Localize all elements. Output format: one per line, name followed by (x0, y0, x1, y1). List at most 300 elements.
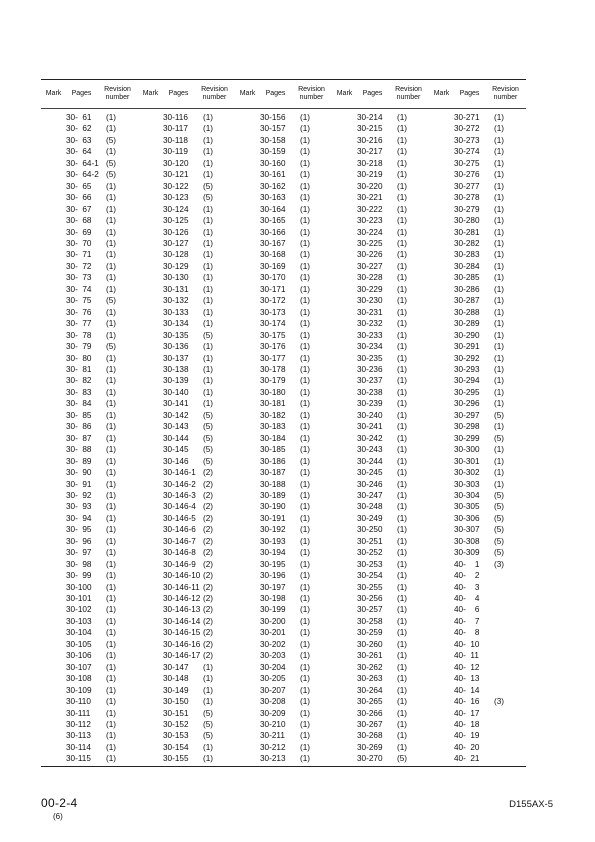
mark-cell (429, 387, 454, 398)
revision-cell: (1) (106, 261, 117, 271)
page-cell: 30-207 (260, 685, 286, 695)
revision-cell: (1) (203, 158, 214, 168)
page-cell: 30-165 (260, 216, 286, 226)
revision-cell: (1) (397, 674, 408, 684)
mark-cell (332, 593, 357, 604)
page-cell: 30-203 (260, 651, 286, 661)
mark-cell (235, 318, 260, 329)
table-row (41, 169, 138, 180)
page-cell: 30- 81 (66, 364, 92, 374)
table-row (41, 272, 138, 283)
mark-cell (41, 387, 66, 398)
table-row (332, 387, 429, 398)
page-cell: 30- 86 (66, 422, 92, 432)
revision-cell: (1) (300, 433, 311, 443)
revision-cell: (2) (203, 536, 214, 546)
mark-cell (332, 467, 357, 478)
table-row (41, 662, 138, 673)
mark-cell (138, 181, 163, 192)
page-cell: 30- 93 (66, 502, 92, 512)
table-row (235, 696, 332, 707)
table-row (138, 192, 235, 203)
header-revision: Revision number (395, 85, 422, 101)
mark-cell (332, 730, 357, 741)
page-cell: 30- 79 (66, 342, 92, 352)
table-row (429, 433, 526, 444)
revision-cell: (1) (203, 399, 214, 409)
revision-cell: (1) (300, 628, 311, 638)
page-cell: 30- 87 (66, 433, 92, 443)
page-cell: 40- 21 (454, 754, 480, 764)
table-row (235, 719, 332, 730)
table-row (41, 559, 138, 570)
table-row (41, 708, 138, 719)
page-cell: 40- 6 (454, 605, 480, 615)
table-row (41, 295, 138, 306)
revision-cell: (1) (106, 147, 117, 157)
mark-cell (41, 215, 66, 226)
page-cell: 30-215 (357, 124, 383, 134)
table-row (41, 650, 138, 661)
mark-cell (332, 742, 357, 753)
page-cell: 30-204 (260, 662, 286, 672)
page-cell: 30-298 (454, 422, 480, 432)
mark-cell (138, 616, 163, 627)
mark-cell (41, 330, 66, 341)
mark-cell (235, 330, 260, 341)
page-cell: 30-274 (454, 147, 480, 157)
table-row (235, 204, 332, 215)
table-row (235, 169, 332, 180)
table-row (429, 227, 526, 238)
page-cell: 30-222 (357, 204, 383, 214)
page-cell: 30-180 (260, 387, 286, 397)
revision-cell: (1) (300, 387, 311, 397)
page-cell: 30-160 (260, 158, 286, 168)
table-column (332, 112, 429, 765)
revision-cell: (1) (106, 548, 117, 558)
page-cell: 30-194 (260, 548, 286, 558)
table-row (138, 513, 235, 524)
revision-cell (494, 685, 514, 696)
revision-cell (494, 570, 514, 581)
revision-cell: (1) (494, 399, 505, 409)
revision-cell: (1) (397, 387, 408, 397)
revision-cell: (1) (203, 342, 214, 352)
table-row (429, 295, 526, 306)
mark-cell (429, 719, 454, 730)
revision-cell: (1) (106, 731, 117, 741)
page-cell: 30-101 (66, 594, 92, 604)
revision-cell: (5) (203, 181, 214, 191)
table-row (332, 227, 429, 238)
header-mark: Mark (336, 89, 353, 97)
page-cell: 30-287 (454, 296, 480, 306)
revision-cell: (2) (203, 639, 214, 649)
revision-cell: (1) (397, 227, 408, 237)
table-row (138, 639, 235, 650)
page-cell: 30-146-17 (163, 651, 201, 661)
table-row (41, 742, 138, 753)
revision-cell: (1) (397, 238, 408, 248)
table-row (429, 341, 526, 352)
table-row (138, 398, 235, 409)
table-row (138, 249, 235, 260)
mark-cell (138, 627, 163, 638)
mark-cell (429, 123, 454, 134)
revision-cell: (1) (106, 216, 117, 226)
table-row (429, 650, 526, 661)
revision-cell: (1) (106, 456, 117, 466)
table-row (138, 570, 235, 581)
page-cell: 30- 98 (66, 559, 92, 569)
table-row (429, 753, 526, 764)
mark-cell (235, 410, 260, 421)
mark-cell (429, 570, 454, 581)
mark-cell (41, 627, 66, 638)
page-cell: 30-113 (66, 731, 91, 741)
revision-cell: (1) (300, 582, 311, 592)
revision-cell: (1) (397, 261, 408, 271)
table-row (332, 204, 429, 215)
table-row (429, 272, 526, 283)
page-cell: 30-120 (163, 158, 189, 168)
revision-cell: (1) (300, 720, 311, 730)
revision-cell: (1) (494, 273, 505, 283)
revision-cell: (5) (494, 502, 505, 512)
table-row (235, 513, 332, 524)
table-row (138, 135, 235, 146)
revision-cell: (1) (106, 364, 117, 374)
mark-cell (41, 753, 66, 764)
revision-cell (494, 639, 514, 650)
page-cell: 30-179 (260, 376, 286, 386)
page-cell: 30-309 (454, 548, 480, 558)
page-cell: 30-239 (357, 399, 383, 409)
page-cell: 30-177 (260, 353, 286, 363)
table-row (138, 708, 235, 719)
mark-cell (138, 536, 163, 547)
table-row (41, 616, 138, 627)
header-revision: Revision number (492, 85, 519, 101)
mark-cell (41, 307, 66, 318)
mark-cell (332, 719, 357, 730)
page-cell: 30-259 (357, 628, 383, 638)
revision-cell: (1) (203, 273, 214, 283)
mark-cell (138, 123, 163, 134)
table-row (235, 708, 332, 719)
table-body (41, 109, 526, 765)
mark-cell (332, 559, 357, 570)
revision-cell: (1) (494, 170, 505, 180)
mark-cell (41, 272, 66, 283)
revision-cell: (5) (494, 410, 505, 420)
revision-cell: (1) (397, 399, 408, 409)
mark-cell (41, 456, 66, 467)
mark-cell (41, 730, 66, 741)
page-cell: 30-288 (454, 307, 480, 317)
mark-cell (429, 639, 454, 650)
revision-cell: (1) (494, 181, 505, 191)
revision-cell: (1) (300, 135, 311, 145)
revision-cell: (1) (106, 330, 117, 340)
mark-cell (429, 353, 454, 364)
page-cell: 30-154 (163, 742, 189, 752)
page-cell: 30-282 (454, 238, 480, 248)
page-cell: 30-264 (357, 685, 383, 695)
page-cell: 30-175 (260, 330, 286, 340)
revision-cell: (1) (203, 124, 214, 134)
mark-cell (332, 708, 357, 719)
table-row (332, 719, 429, 730)
mark-cell (429, 238, 454, 249)
revision-cell: (1) (494, 296, 505, 306)
page-cell: 30-146-12 (163, 594, 201, 604)
table-row (41, 604, 138, 615)
page-cell: 30-268 (357, 731, 383, 741)
page-cell: 30-129 (163, 261, 189, 271)
table-row (235, 582, 332, 593)
revision-cell: (1) (106, 273, 117, 283)
mark-cell (332, 112, 357, 123)
revision-cell: (5) (494, 536, 505, 546)
table-row (138, 353, 235, 364)
table-row (41, 146, 138, 157)
revision-cell: (3) (494, 697, 505, 707)
mark-cell (235, 364, 260, 375)
revision-cell: (1) (106, 708, 117, 718)
mark-cell (41, 593, 66, 604)
page-cell: 40- 11 (454, 651, 479, 661)
table-row (138, 146, 235, 157)
mark-cell (429, 215, 454, 226)
table-row (138, 627, 235, 638)
mark-cell (138, 112, 163, 123)
revision-cell: (1) (494, 353, 505, 363)
mark-cell (429, 375, 454, 386)
page-cell: 40- 18 (454, 720, 480, 730)
page-cell: 30-133 (163, 307, 189, 317)
table-row (332, 753, 429, 764)
revision-cell: (1) (397, 284, 408, 294)
mark-cell (138, 353, 163, 364)
page-cell: 30- 67 (66, 204, 92, 214)
page-code: 00-2-4 (41, 796, 78, 810)
mark-cell (138, 284, 163, 295)
table-row (41, 192, 138, 203)
table-row (235, 307, 332, 318)
page-cell: 30- 88 (66, 445, 92, 455)
table-row (235, 753, 332, 764)
mark-cell (429, 398, 454, 409)
table-row (138, 490, 235, 501)
table-row (332, 364, 429, 375)
page-cell: 30-252 (357, 548, 383, 558)
mark-cell (429, 627, 454, 638)
revision-cell: (1) (397, 193, 408, 203)
revision-cell (494, 627, 514, 638)
page-cell: 30-232 (357, 319, 383, 329)
mark-cell (235, 742, 260, 753)
table-row (138, 364, 235, 375)
mark-cell (332, 135, 357, 146)
page-cell: 30-202 (260, 639, 286, 649)
table-row (235, 570, 332, 581)
header-mark: Mark (142, 89, 159, 97)
mark-cell (138, 433, 163, 444)
mark-cell (138, 582, 163, 593)
revision-cell: (1) (397, 720, 408, 730)
table-row (332, 112, 429, 123)
page-cell: 30-248 (357, 502, 383, 512)
mark-cell (429, 330, 454, 341)
page-cell: 30- 94 (66, 513, 92, 523)
mark-cell (41, 364, 66, 375)
page-cell: 30- 99 (66, 571, 92, 581)
mark-cell (41, 501, 66, 512)
page-cell: 30-146-4 (163, 502, 196, 512)
page-cell: 40- 19 (454, 731, 480, 741)
revision-cell: (5) (494, 513, 505, 523)
mark-cell (429, 135, 454, 146)
table-row (41, 341, 138, 352)
page-cell: 30-272 (454, 124, 480, 134)
revision-cell: (1) (300, 731, 311, 741)
revision-cell: (5) (203, 731, 214, 741)
mark-cell (138, 272, 163, 283)
table-row (138, 204, 235, 215)
page-cell: 30-108 (66, 674, 92, 684)
header-group (429, 80, 526, 108)
table-row (332, 398, 429, 409)
revision-cell (494, 753, 514, 764)
page-cell: 40- 1 (454, 559, 480, 569)
mark-cell (41, 353, 66, 364)
revision-cell: (2) (203, 559, 214, 569)
mark-cell (235, 524, 260, 535)
revision-cell: (1) (106, 193, 117, 203)
mark-cell (429, 604, 454, 615)
table-row (332, 123, 429, 134)
revision-cell: (1) (397, 158, 408, 168)
table-row (41, 524, 138, 535)
revision-cell: (1) (494, 147, 505, 157)
revision-cell: (1) (106, 628, 117, 638)
revision-cell (494, 708, 514, 719)
table-row (332, 639, 429, 650)
revision-cell: (1) (494, 250, 505, 260)
revision-cell: (1) (203, 674, 214, 684)
revision-cell: (1) (203, 238, 214, 248)
mark-cell (138, 547, 163, 558)
page-cell: 30-128 (163, 250, 189, 260)
revision-cell: (1) (300, 548, 311, 558)
mark-cell (235, 398, 260, 409)
page-cell: 30-299 (454, 433, 480, 443)
table-row (429, 742, 526, 753)
revision-cell: (5) (203, 720, 214, 730)
page-cell: 30-208 (260, 697, 286, 707)
mark-cell (235, 456, 260, 467)
table-row (41, 204, 138, 215)
table-row (235, 536, 332, 547)
revision-cell: (1) (494, 124, 505, 134)
table-row (332, 467, 429, 478)
mark-cell (332, 375, 357, 386)
page-cell: 30-153 (163, 731, 189, 741)
mark-cell (429, 685, 454, 696)
table-row (332, 685, 429, 696)
mark-cell (235, 295, 260, 306)
page-cell: 30-143 (163, 422, 189, 432)
mark-cell (138, 261, 163, 272)
table-row (138, 307, 235, 318)
page-cell: 30-127 (163, 238, 189, 248)
revision-cell: (1) (397, 513, 408, 523)
table-row (41, 685, 138, 696)
page-cell: 30-273 (454, 135, 480, 145)
mark-cell (235, 284, 260, 295)
revision-cell: (1) (494, 135, 505, 145)
revision-cell: (1) (106, 571, 117, 581)
revision-cell: (1) (203, 204, 214, 214)
table-row (138, 215, 235, 226)
page-cell: 30-117 (163, 124, 188, 134)
table-row (41, 112, 138, 123)
mark-cell (235, 490, 260, 501)
revision-cell: (1) (300, 479, 311, 489)
page-cell: 30- 64-2 (66, 170, 99, 180)
mark-cell (429, 547, 454, 558)
mark-cell (138, 387, 163, 398)
page-cell: 30-104 (66, 628, 92, 638)
page-cell: 30-231 (357, 307, 383, 317)
revision-cell: (1) (397, 502, 408, 512)
table-row (235, 547, 332, 558)
table-row (235, 421, 332, 432)
mark-cell (138, 479, 163, 490)
mark-cell (138, 341, 163, 352)
page-cell: 30-241 (357, 422, 383, 432)
mark-cell (235, 421, 260, 432)
mark-cell (138, 524, 163, 535)
mark-cell (138, 249, 163, 260)
revision-cell: (1) (300, 708, 311, 718)
table-row (429, 249, 526, 260)
table-row (332, 181, 429, 192)
revision-cell: (5) (494, 548, 505, 558)
table-row (138, 410, 235, 421)
header-group (332, 80, 429, 108)
page-cell: 30-220 (357, 181, 383, 191)
revision-cell: (1) (300, 261, 311, 271)
table-column (41, 112, 138, 765)
mark-cell (41, 375, 66, 386)
table-row (332, 479, 429, 490)
table-row (332, 421, 429, 432)
mark-cell (332, 158, 357, 169)
page-cell: 30-114 (66, 742, 91, 752)
table-row (235, 364, 332, 375)
mark-cell (235, 192, 260, 203)
table-row (41, 421, 138, 432)
revision-cell: (1) (300, 651, 311, 661)
revision-cell: (1) (203, 387, 214, 397)
page-cell: 30-190 (260, 502, 286, 512)
page-cell: 30-269 (357, 742, 383, 752)
table-row (332, 547, 429, 558)
mark-cell (235, 215, 260, 226)
